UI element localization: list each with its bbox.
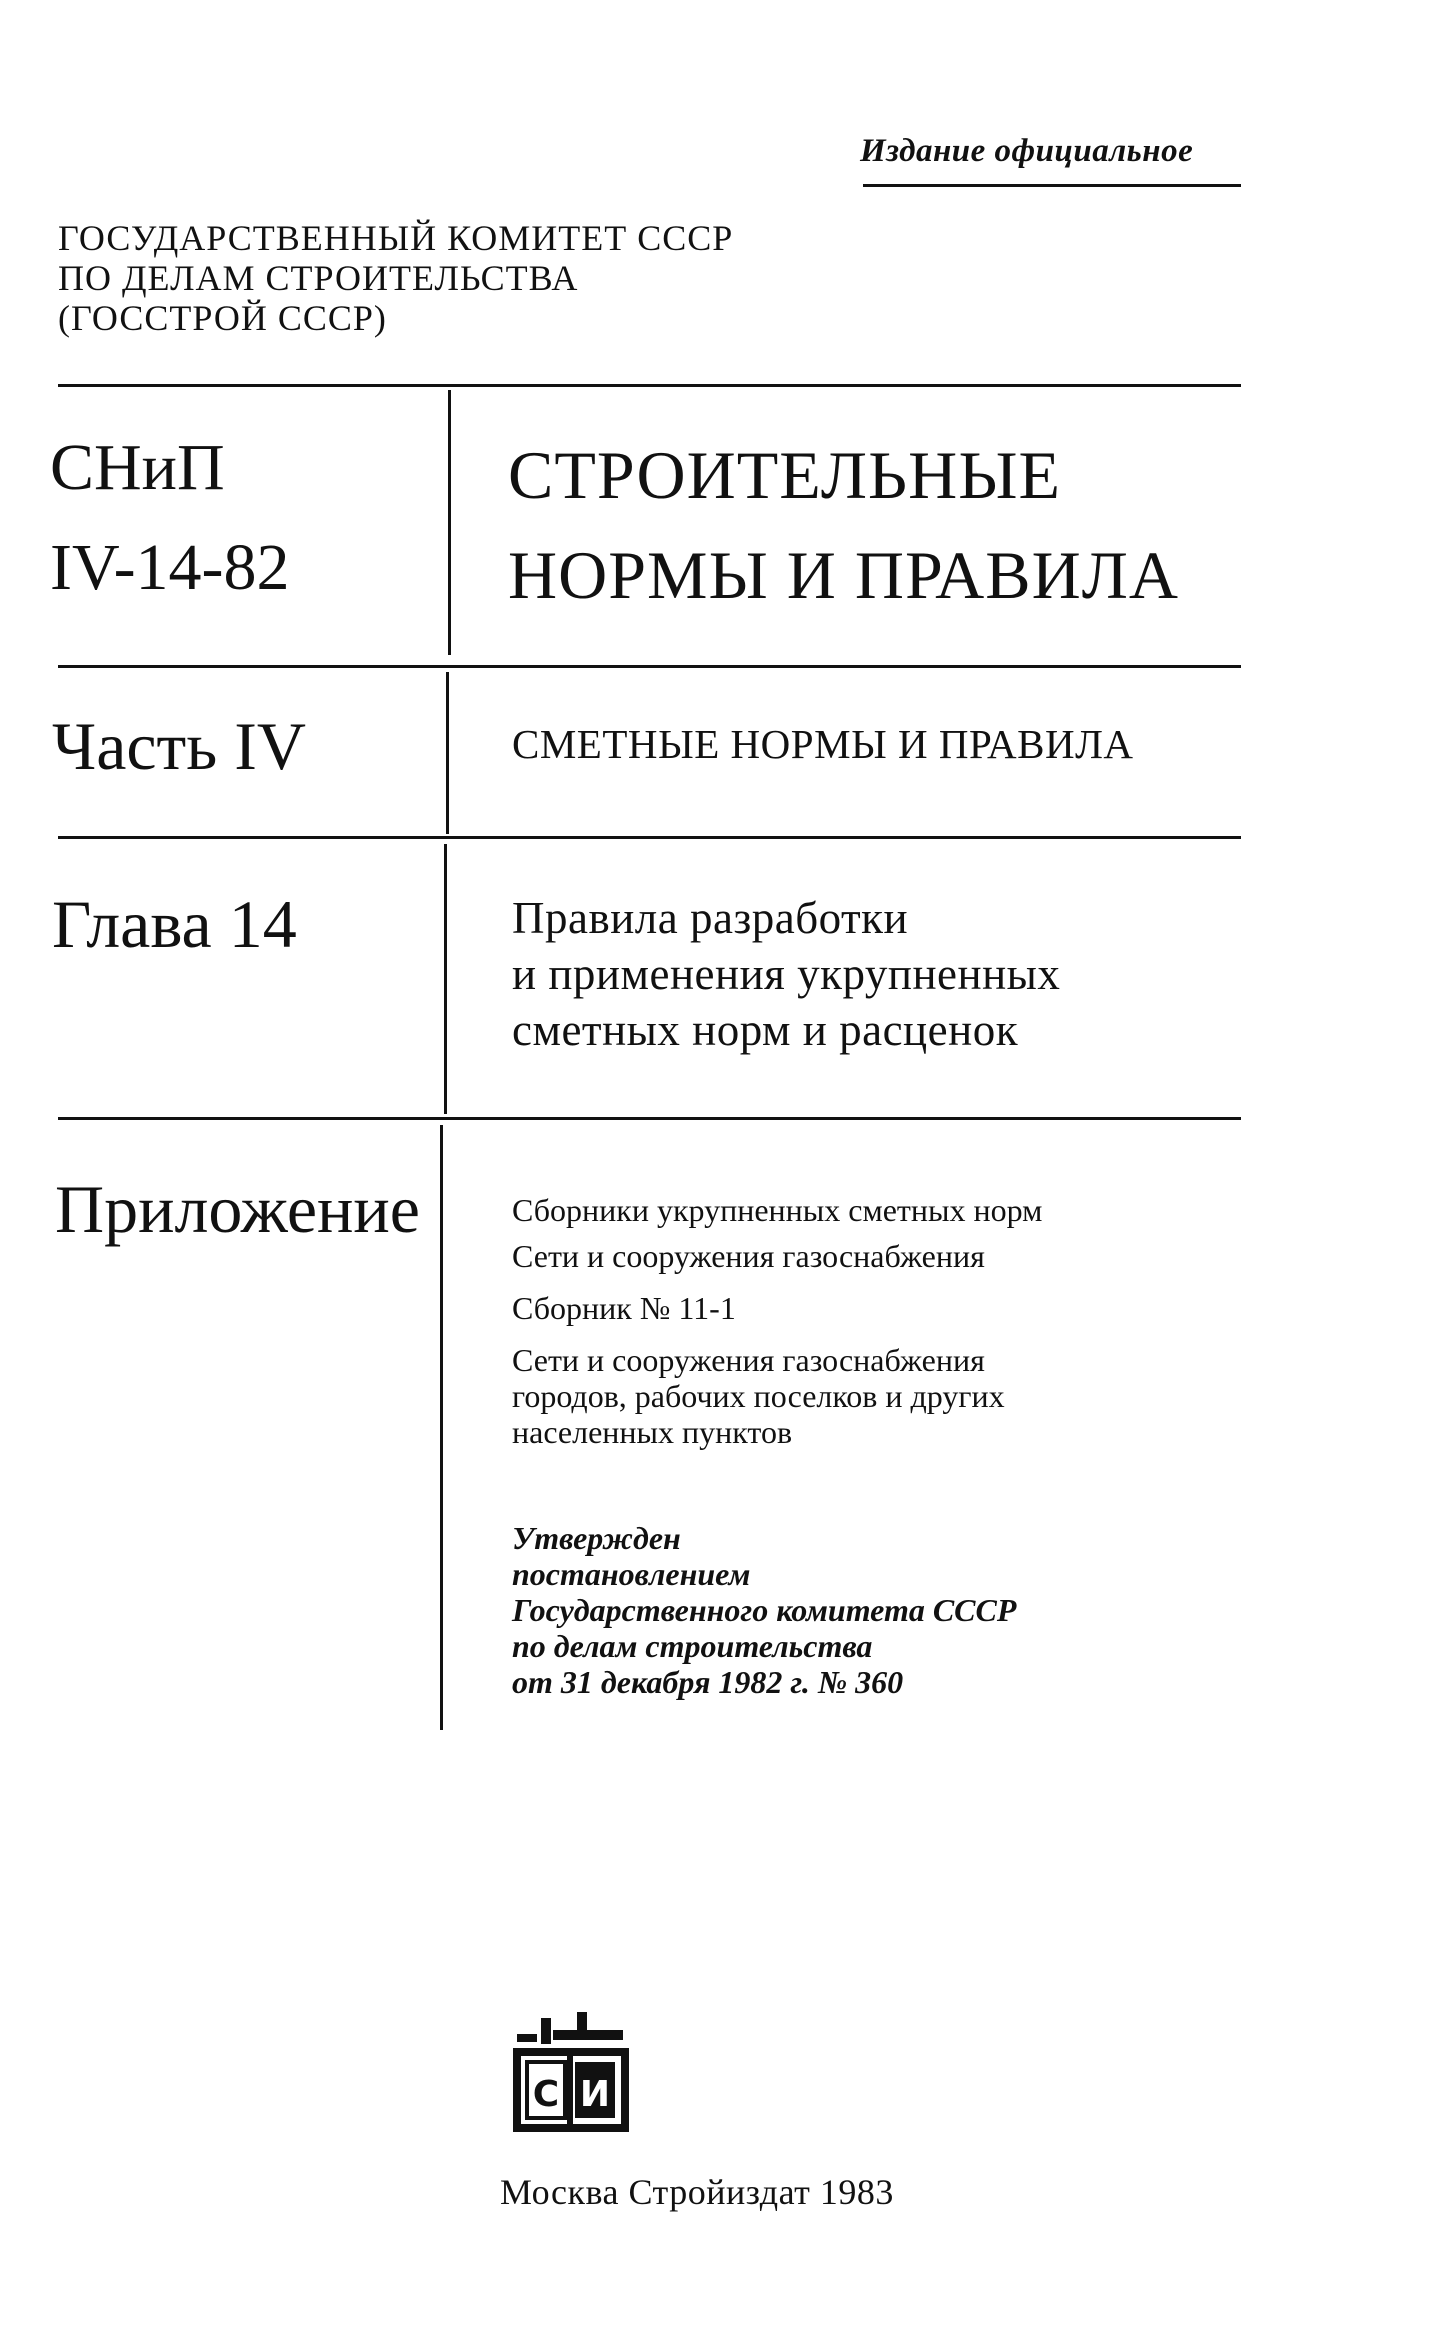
divider-top xyxy=(58,384,1241,387)
appendix-line: городов, рабочих поселков и других xyxy=(512,1378,1005,1414)
appendix-line: населенных пунктов xyxy=(512,1414,793,1450)
stroyizdat-logo-icon xyxy=(513,2008,629,2132)
imprint: Москва Стройиздат 1983 xyxy=(500,2172,894,2212)
agency-block xyxy=(58,218,733,338)
snip-code-line: СНиП xyxy=(50,431,225,504)
main-title-line: СТРОИТЕЛЬНЫЕ xyxy=(508,437,1062,513)
appendix-label: Приложение xyxy=(55,1171,420,1247)
chapter-title xyxy=(512,890,1060,1058)
edition-note: Издание официальное xyxy=(860,133,1194,169)
chapter-label: Глава 14 xyxy=(52,886,297,962)
main-title xyxy=(508,425,1179,625)
chapter-title-line: Правила разработки xyxy=(512,893,909,943)
agency-line: ГОСУДАРСТВЕННЫЙ КОМИТЕТ СССР xyxy=(58,218,734,258)
part-title: СМЕТНЫЕ НОРМЫ И ПРАВИЛА xyxy=(512,721,1134,767)
edition-underline xyxy=(863,184,1241,187)
svg-text:С: С xyxy=(532,2074,560,2115)
appendix-line: Сети и сооружения газоснабжения xyxy=(512,1342,985,1378)
divider-part xyxy=(58,665,1241,668)
divider-appendix xyxy=(58,1117,1241,1120)
appendix-line: Сети и сооружения газоснабжения xyxy=(512,1238,985,1274)
appendix-line: Сборники укрупненных сметных норм xyxy=(512,1192,1043,1228)
snip-code xyxy=(50,418,290,618)
svg-text:И: И xyxy=(579,2074,611,2115)
appendix-line: Сборник № 11-1 xyxy=(512,1290,736,1326)
approval-line: от 31 декабря 1982 г. № 360 xyxy=(512,1664,904,1700)
agency-line: ПО ДЕЛАМ СТРОИТЕЛЬСТВА xyxy=(58,258,579,298)
snip-code-line: IV-14-82 xyxy=(50,531,290,604)
chapter-title-line: и применения укрупненных xyxy=(512,949,1061,999)
column-divider xyxy=(444,844,447,1114)
column-divider xyxy=(446,672,449,834)
approval-line: постановлением xyxy=(512,1556,751,1592)
column-divider xyxy=(440,1125,443,1730)
approval-note xyxy=(512,1520,1016,1700)
column-divider xyxy=(448,390,451,655)
main-title-line: НОРМЫ И ПРАВИЛА xyxy=(508,537,1179,613)
divider-chapter xyxy=(58,836,1241,839)
approval-line: Утвержден xyxy=(512,1520,681,1556)
agency-line: (ГОССТРОЙ СССР) xyxy=(58,298,387,338)
appendix-description xyxy=(512,1192,1042,1450)
chapter-title-line: сметных норм и расценок xyxy=(512,1005,1019,1055)
approval-line: по делам строительства xyxy=(512,1628,873,1664)
part-label: Часть IV xyxy=(52,708,307,784)
approval-line: Государственного комитета СССР xyxy=(512,1592,1017,1628)
